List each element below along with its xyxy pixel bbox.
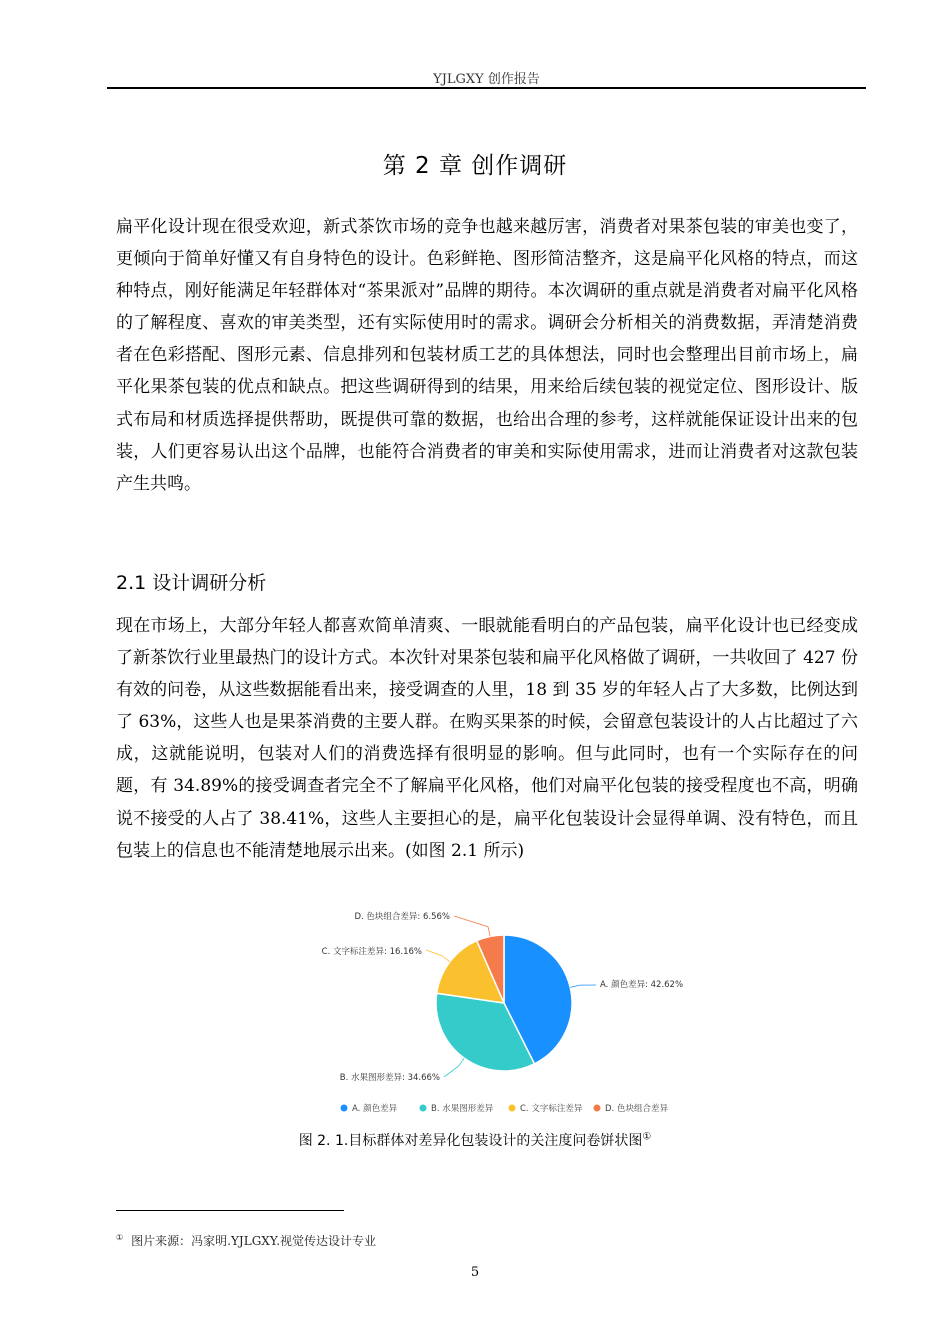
pie-leader-line	[426, 950, 450, 962]
legend-label: A. 颜色差异	[352, 1104, 398, 1114]
legend-item	[341, 1103, 398, 1114]
figure-caption-text: 图 2. 1.目标群体对差异化包装设计的关注度问卷饼状图	[298, 1133, 643, 1149]
figure-caption-note-mark: ①	[642, 1131, 652, 1143]
section-paragraph: 现在市场上，大部分年轻人都喜欢简单清爽、一眼就能看明白的产品包装，扁平化设计也已经变成了新茶饮行业里最热门的设计方式。本次针对果茶包装和扁平化风格做了调研，一共收回了 427 份有效的问卷，从这些数据能看出来，接受调查的人里，18 到 35 岁的年轻人占了大多数，比例达到了 63%，这些人也是果茶消费的主要人群。在购买果茶的时候，会留意包装设计的人占比超过了六成，这就能说明，包装对人们的消费选择有很明显的影响。但与此同时，也有一个实际存在的问题，有 34.89%的接受调查者完全不了解扁平化风格，他们对扁平化包装的接受程度也不高，明确说不接受的人占了 38.41%，这些人主要担心的是，扁平化包装设计会显得单调、没有特色，而且包装上的信息也不能清楚地展示出来。(如图 2.1 所示)	[116, 616, 858, 861]
legend-swatch	[341, 1105, 348, 1112]
section-heading: 2.1 设计调研分析	[116, 572, 267, 594]
footnote-text: 图片来源：冯家明.YJLGXY.视觉传达设计专业	[131, 1234, 377, 1248]
page-number: 5	[470, 1265, 480, 1280]
footnote-rule	[116, 1210, 344, 1211]
pie-leader-line	[444, 1058, 464, 1077]
pie-data-label: B. 水果图形差异: 34.66%	[339, 1073, 440, 1083]
header-rule	[107, 87, 866, 89]
legend-swatch	[420, 1105, 427, 1112]
legend-swatch	[509, 1105, 516, 1112]
pie-leader-line	[570, 985, 596, 987]
pie-leader-line	[454, 916, 490, 936]
footnote-mark: ①	[116, 1233, 124, 1242]
pie-data-label: D. 色块组合差异: 6.56%	[354, 912, 450, 922]
pie-data-label: A. 颜色差异: 42.62%	[600, 980, 684, 990]
pie-data-label: C. 文字标注差异: 16.16%	[321, 947, 422, 957]
running-header: YJLGXY 创作报告	[433, 72, 540, 87]
chapter-title: 第 2 章 创作调研	[382, 153, 568, 179]
legend-item	[509, 1103, 583, 1114]
pie-chart	[300, 905, 700, 1120]
intro-paragraph: 扁平化设计现在很受欢迎，新式茶饮市场的竞争也越来越厉害，消费者对果茶包装的审美也变了，更倾向于简单好懂又有自身特色的设计。色彩鲜艳、图形简洁整齐，这是扁平化风格的特点，而这种特点，刚好能满足年轻群体对“茶果派对”品牌的期待。本次调研的重点就是消费者对扁平化风格的了解程度、喜欢的审美类型，还有实际使用时的需求。调研会分析相关的消费数据，弄清楚消费者在色彩搭配、图形元素、信息排列和包装材质工艺的具体想法，同时也会整理出目前市场上，扁平化果茶包装的优点和缺点。把这些调研得到的结果，用来给后续包装的视觉定位、图形设计、版式布局和材质选择提供帮助，既提供可靠的数据，也给出合理的参考，这样就能保证设计出来的包装，人们更容易认出这个品牌，也能符合消费者的审美和实际使用需求，进而让消费者对这款包装产生共鸣。	[116, 217, 858, 494]
legend-swatch	[594, 1105, 601, 1112]
legend-item	[594, 1103, 669, 1114]
legend-item	[420, 1103, 494, 1114]
pie-chart-svg	[300, 905, 700, 1120]
legend-label: D. 色块组合差异	[605, 1104, 668, 1114]
footnote	[116, 1232, 376, 1249]
legend-label: B. 水果图形差异	[431, 1104, 494, 1114]
legend-label: C. 文字标注差异	[520, 1104, 583, 1114]
figure-caption	[0, 1130, 950, 1150]
